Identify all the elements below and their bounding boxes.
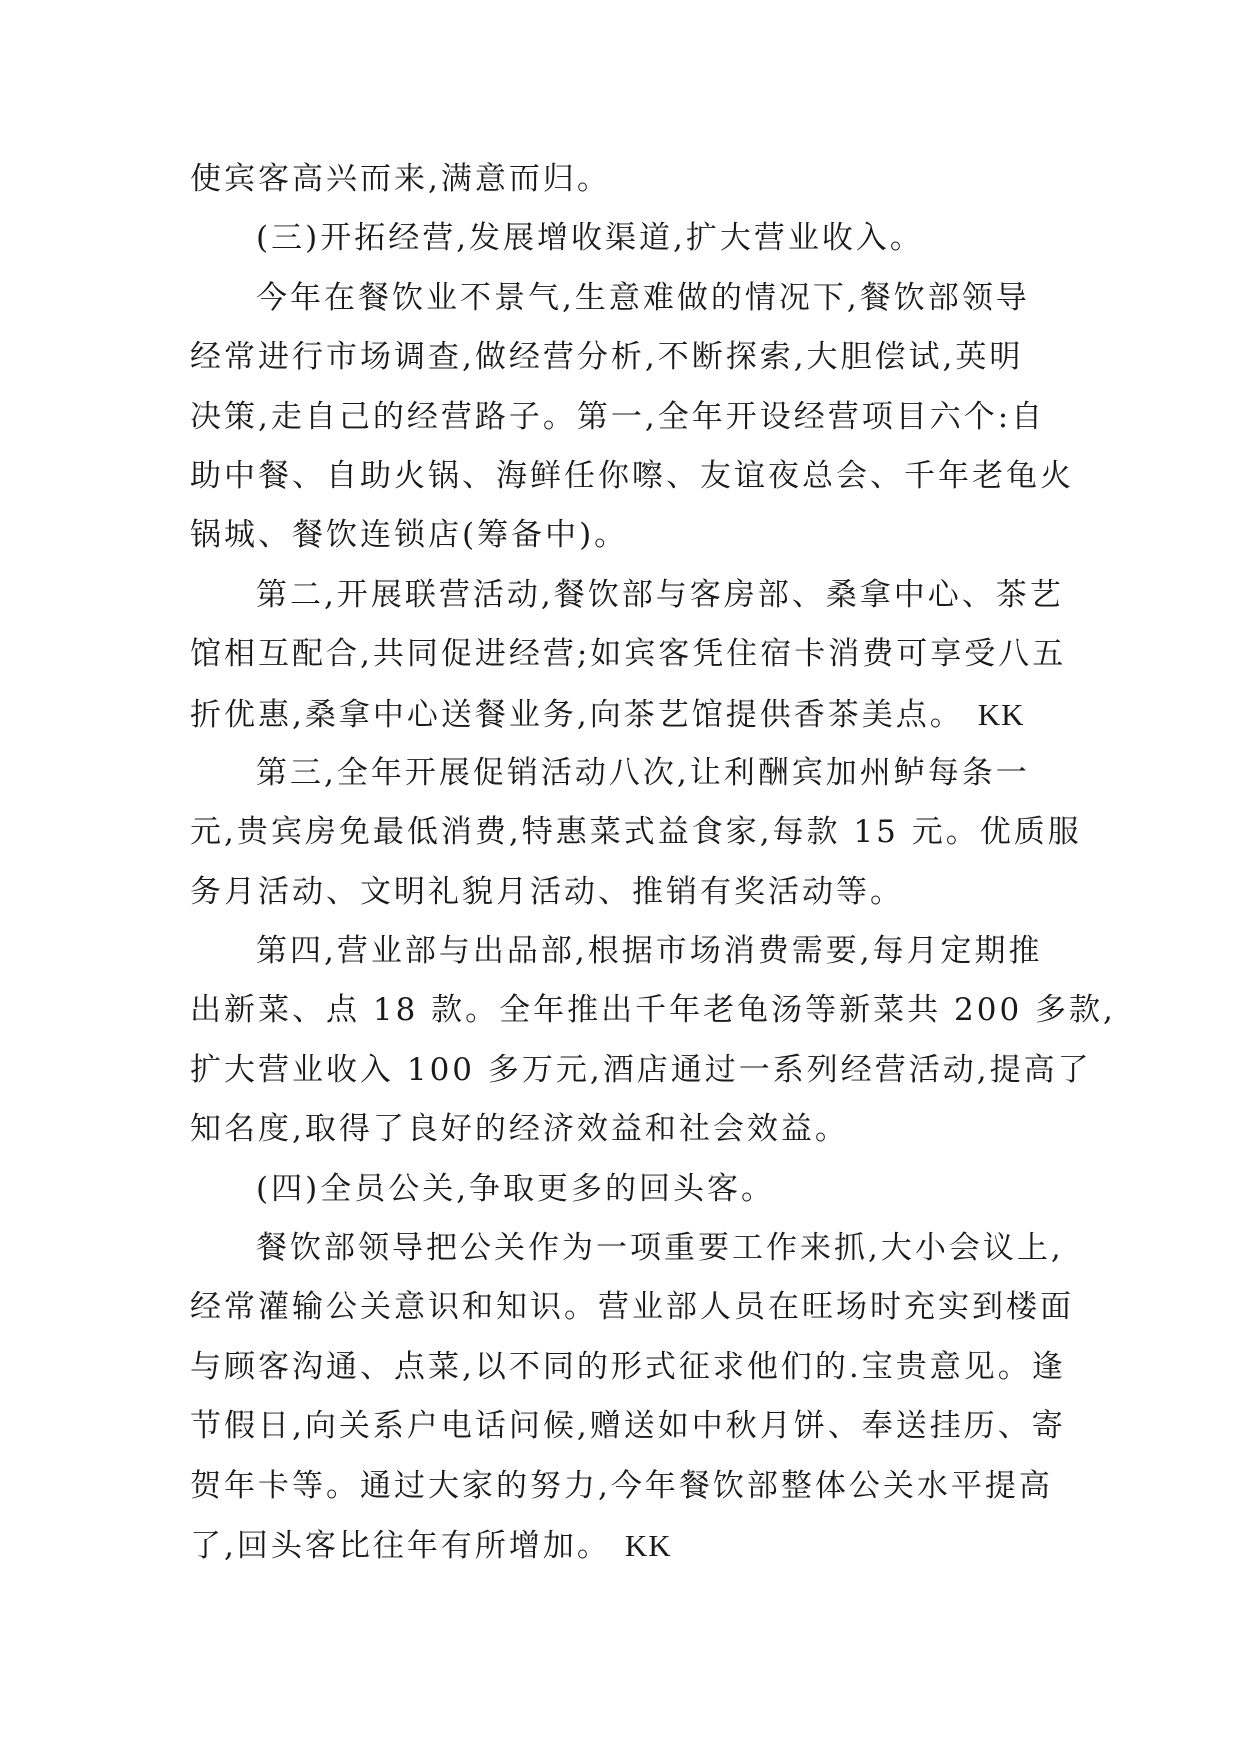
text-line: 馆相互配合,共同促进经营;如宾客凭住宿卡消费可享受八五 [190, 636, 1067, 673]
text-line: 决策,走自己的经营路子。第一,全年开设经营项目六个:自 [190, 398, 1046, 435]
kk-mark: KK [977, 696, 1025, 732]
text-line-with-mark [190, 1516, 1060, 1575]
text-line: 第四,营业部与出品部,根据市场消费需要,每月定期推 [256, 933, 1043, 970]
text-line: 经常进行市场调查,做经营分析,不断探索,大胆偿试,英明 [190, 339, 1024, 376]
text-line: 知名度,取得了良好的经济效益和社会效益。 [190, 1111, 849, 1148]
text-line: 助中餐、自助火锅、海鲜任你嚓、友谊夜总会、千年老龟火 [190, 457, 1074, 494]
text-line: 餐饮部领导把公关作为一项重要工作来抓,大小会议上, [256, 1230, 1064, 1267]
text-line: 节假日,向关系户电话问候,赠送如中秋月饼、奉送挂历、寄 [190, 1408, 1066, 1445]
text-line: 经常灌输公关意识和知识。营业部人员在旺场时充实到楼面 [190, 1289, 1074, 1326]
text-line: 第二,开展联营活动,餐饮部与客房部、桑拿中心、茶艺 [256, 576, 1064, 613]
text-line: 贺年卡等。通过大家的努力,今年餐饮部整体公关水平提高 [190, 1467, 1053, 1504]
document-body [190, 150, 1116, 1575]
text-line: 出新菜、点 18 款。全年推出千年老龟汤等新菜共 200 多款, [190, 992, 1116, 1029]
text-line: 了,回头客比往年有所增加。 [190, 1527, 611, 1564]
text-line-with-mark [190, 685, 1060, 744]
text-line: 元,贵宾房免最低消费,特惠菜式益食家,每款 15 元。优质服 [190, 814, 1082, 851]
text-line: 务月活动、文明礼貌月活动、推销有奖活动等。 [190, 873, 904, 910]
text-line: 锅城、餐饮连锁店(筹备中)。 [190, 517, 629, 554]
section-heading-4: (四)全员公关,争取更多的回头客。 [256, 1170, 776, 1207]
text-line: 今年在餐饮业不景气,生意难做的情况下,餐饮部领导 [256, 279, 1030, 316]
text-line: 与顾客沟通、点菜,以不同的形式征求他们的.宝贵意见。逢 [190, 1348, 1066, 1385]
text-line: 使宾客高兴而来,满意而归。 [190, 161, 611, 197]
kk-mark: KK [624, 1527, 672, 1563]
section-heading-3: (三)开拓经营,发展增收渠道,扩大营业收入。 [256, 220, 924, 257]
text-line: 第三,全年开展促销活动八次,让利酬宾加州鲈每条一 [256, 754, 1030, 791]
text-line: 扩大营业收入 100 多万元,酒店通过一系列经营活动,提高了 [190, 1051, 1092, 1088]
text-line: 折优惠,桑拿中心送餐业务,向茶艺馆提供香茶美点。 [190, 696, 964, 733]
